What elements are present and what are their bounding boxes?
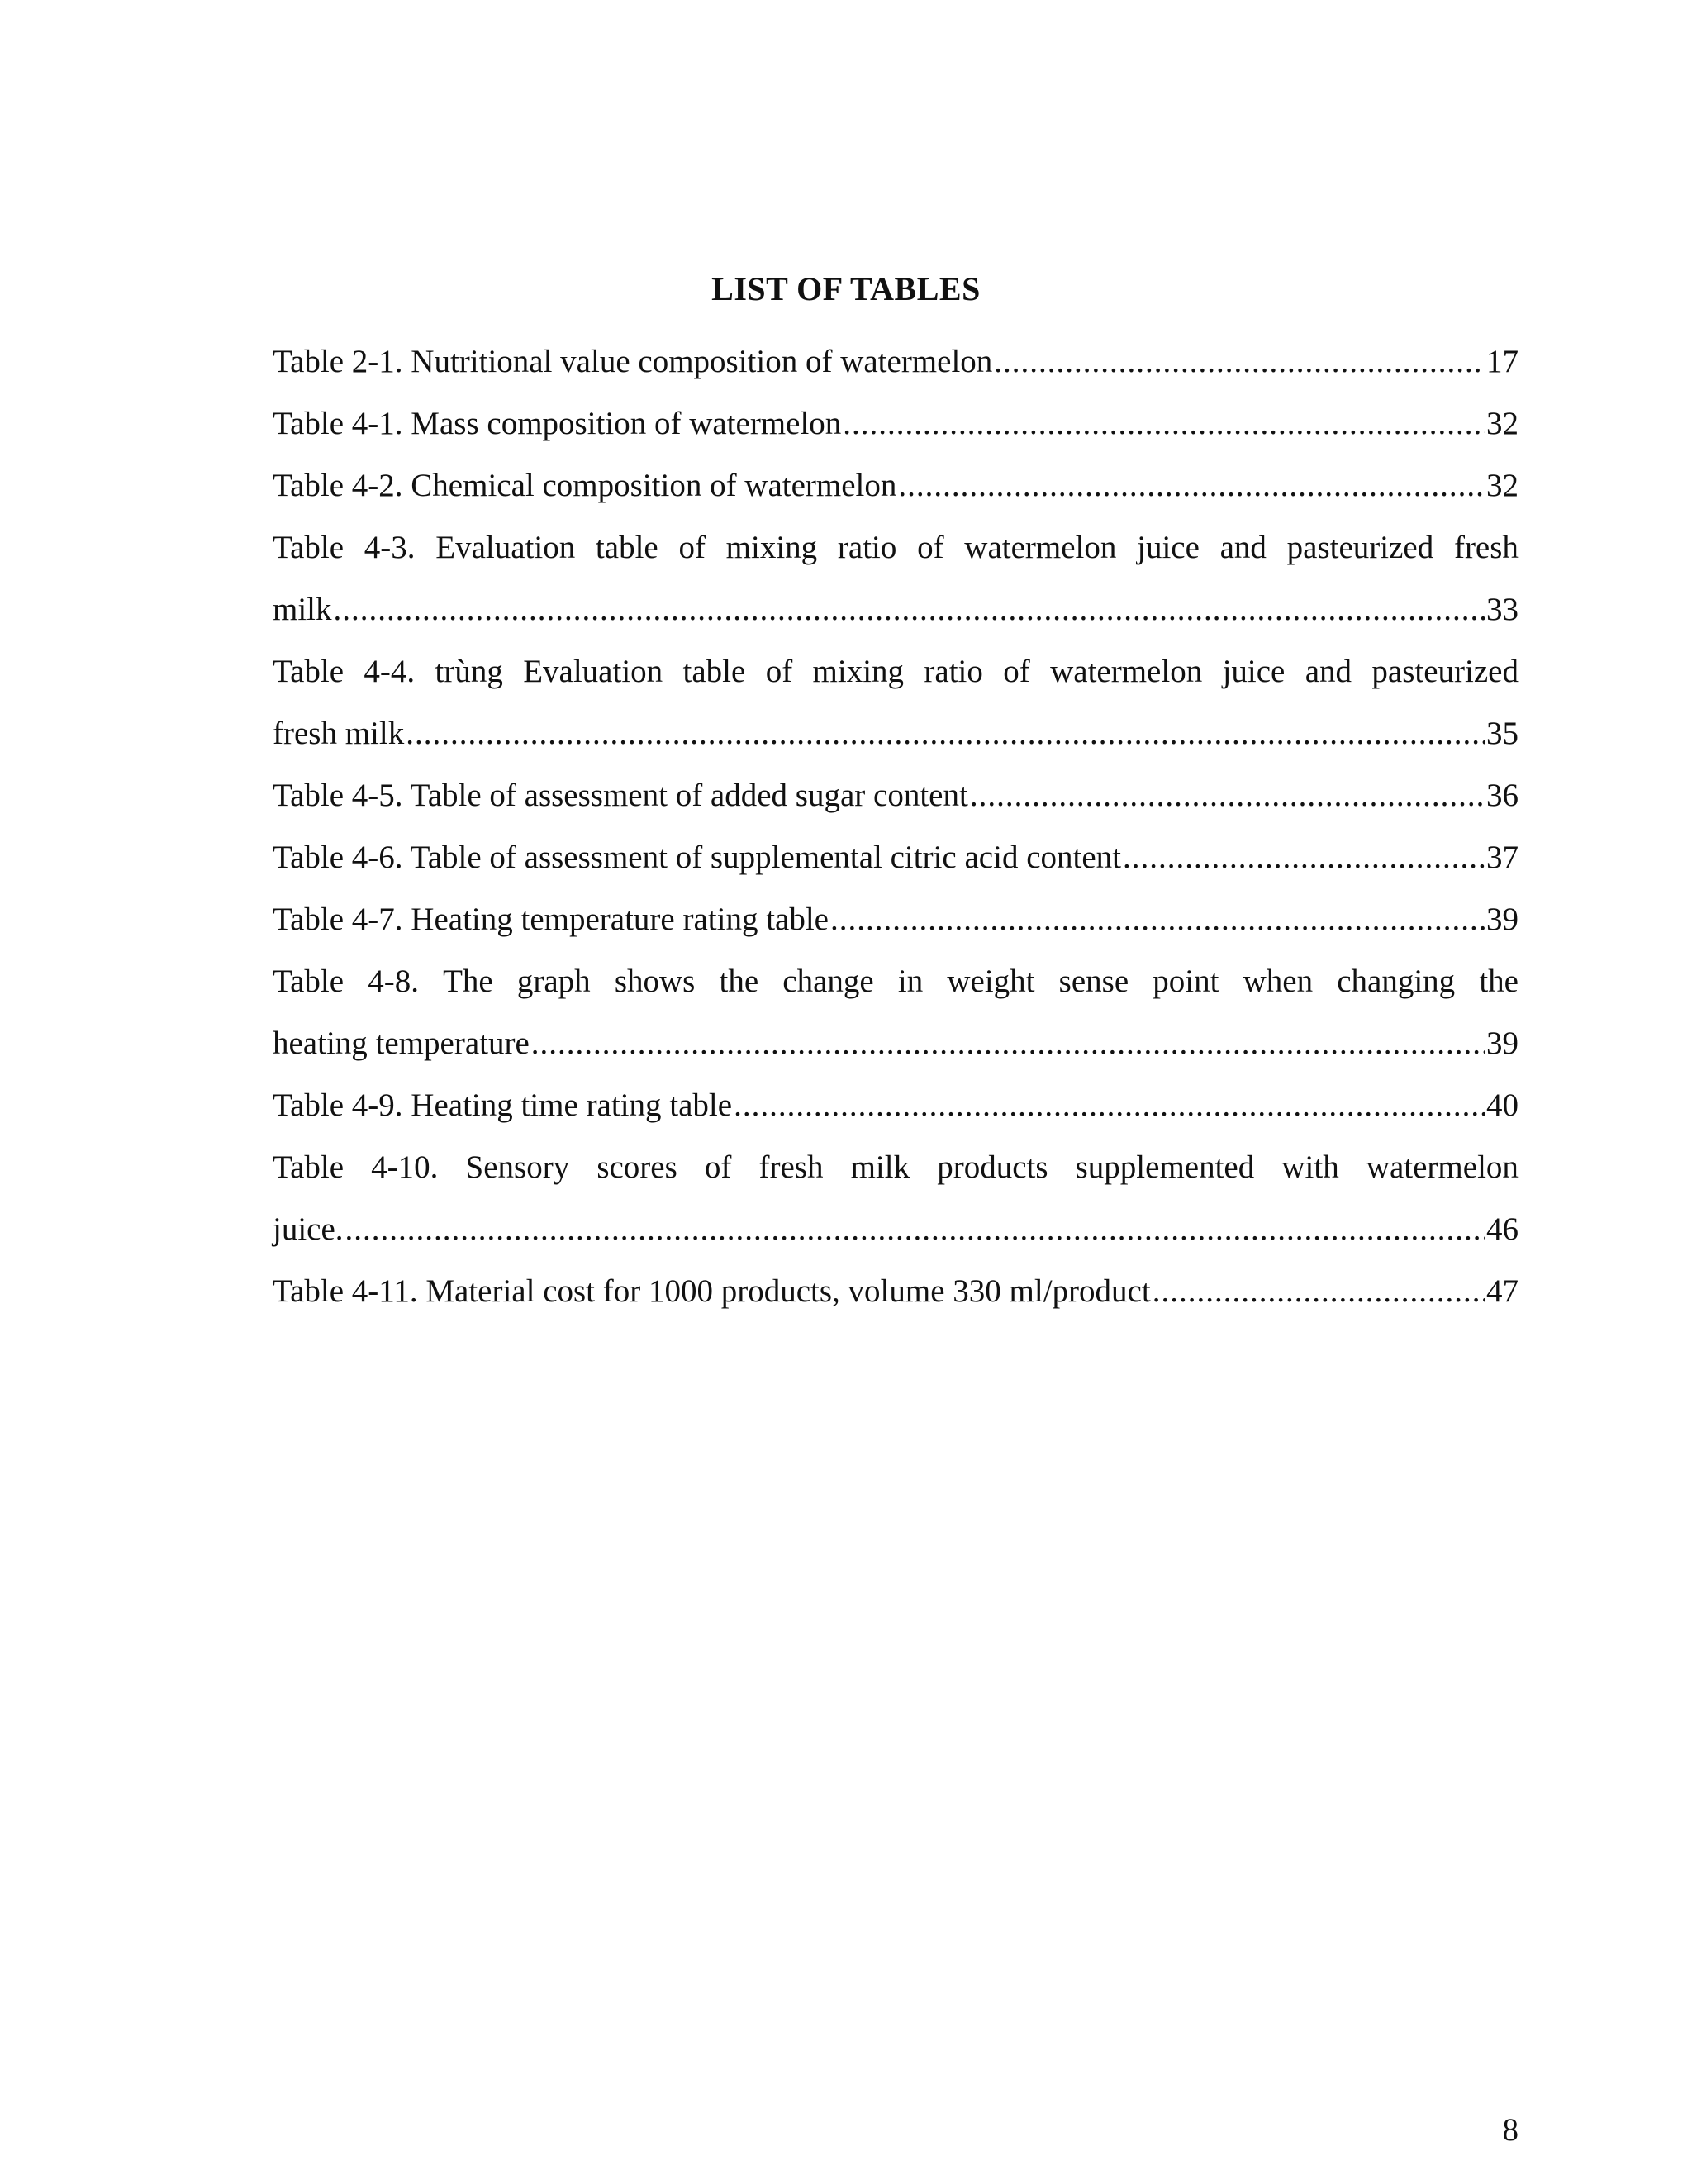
toc-page-number: 32: [1486, 468, 1519, 503]
dot-leader: [531, 1012, 1485, 1074]
toc-entry[interactable]: [273, 1074, 1519, 1136]
dot-leader: [898, 454, 1485, 516]
toc-entry-text: Table 4-6. Table of assessment of supplemental citric acid content: [273, 840, 1121, 875]
dot-leader: [1153, 1260, 1485, 1322]
toc-word: 4-8.: [368, 964, 419, 999]
toc-entry[interactable]: [273, 826, 1519, 888]
toc-word: milk: [850, 1149, 910, 1185]
toc-word: in: [897, 964, 924, 999]
toc-word: of: [704, 1149, 732, 1185]
toc-entry[interactable]: [273, 1136, 1519, 1260]
toc-word: weight: [947, 964, 1035, 999]
toc-page-number: 47: [1486, 1273, 1519, 1309]
toc-page-number: 39: [1486, 902, 1519, 937]
toc-word: Table: [273, 654, 345, 689]
toc-word: 4-3.: [364, 530, 416, 565]
toc-word: table: [595, 530, 658, 565]
toc-word: of: [678, 530, 706, 565]
toc-word: Table: [273, 530, 345, 565]
toc-word: Evaluation: [523, 654, 663, 689]
toc-word: pasteurized: [1371, 654, 1519, 689]
toc-word: Table: [273, 964, 345, 999]
toc-word: ratio: [924, 654, 983, 689]
dot-leader: [1123, 826, 1485, 888]
toc-word: the: [1479, 964, 1519, 999]
dot-leader: [994, 331, 1485, 393]
toc-word: the: [719, 964, 759, 999]
toc-word: and: [1219, 530, 1267, 565]
toc-entry-text: juice.: [273, 1211, 344, 1247]
toc-entry-text: Table 4-5. Table of assessment of added sugar content: [273, 778, 968, 813]
toc-word: ratio: [837, 530, 897, 565]
toc-word: Table: [273, 1149, 345, 1185]
toc-word: mixing: [725, 530, 818, 565]
toc-entry[interactable]: [273, 393, 1519, 454]
toc-word: point: [1153, 964, 1219, 999]
toc-word: scores: [596, 1149, 677, 1185]
toc-word: changing: [1337, 964, 1456, 999]
toc-entry-text: Table 4-7. Heating temperature rating table: [273, 902, 829, 937]
dot-leader: [334, 578, 1485, 640]
dot-leader: [406, 702, 1485, 764]
toc-entry[interactable]: [273, 516, 1519, 640]
toc-word: trùng: [435, 654, 503, 689]
toc-word: when: [1243, 964, 1314, 999]
toc-entry-text: heating temperature: [273, 1025, 530, 1061]
toc-word: 4-10.: [371, 1149, 439, 1185]
toc-page-number: 37: [1486, 840, 1519, 875]
toc-word: watermelon: [1366, 1149, 1519, 1185]
toc-entry[interactable]: [273, 640, 1519, 764]
toc-entry[interactable]: [273, 764, 1519, 826]
toc-entry[interactable]: [273, 454, 1519, 516]
toc-entry[interactable]: [273, 331, 1519, 393]
toc-word: change: [782, 964, 874, 999]
toc-page-number: 35: [1486, 716, 1519, 751]
dot-leader: [345, 1198, 1485, 1260]
page-number: 8: [1502, 2112, 1519, 2148]
toc-word: watermelon: [964, 530, 1117, 565]
toc-word: watermelon: [1050, 654, 1203, 689]
toc-word: shows: [614, 964, 696, 999]
toc-word: pasteurized: [1286, 530, 1434, 565]
toc-word: Evaluation: [435, 530, 576, 565]
toc-page-number: 17: [1486, 344, 1519, 379]
toc-entry[interactable]: [273, 950, 1519, 1074]
toc-entry-text: Table 4-1. Mass composition of watermelon: [273, 406, 842, 441]
toc-word: fresh: [1453, 530, 1519, 565]
toc-page-number: 33: [1486, 592, 1519, 627]
toc-word: supplemented: [1075, 1149, 1255, 1185]
toc-word: table: [682, 654, 746, 689]
toc-page-number: 32: [1486, 406, 1519, 441]
table-of-contents-list: [273, 331, 1519, 1322]
toc-word: 4-4.: [364, 654, 416, 689]
toc-entry-text: Table 4-2. Chemical composition of watermelon: [273, 468, 897, 503]
toc-word: juice: [1222, 654, 1286, 689]
toc-page-number: 39: [1486, 1025, 1519, 1061]
toc-word: products: [937, 1149, 1048, 1185]
toc-entry-text: Table 4-9. Heating time rating table: [273, 1087, 733, 1123]
toc-word: mixing: [812, 654, 905, 689]
dot-leader: [830, 888, 1485, 950]
toc-word: fresh: [758, 1149, 824, 1185]
toc-entry-text: milk: [273, 592, 332, 627]
dot-leader: [970, 764, 1485, 826]
toc-page-number: 36: [1486, 778, 1519, 813]
toc-word: The: [443, 964, 493, 999]
toc-word: Sensory: [465, 1149, 570, 1185]
toc-word: graph: [516, 964, 591, 999]
toc-word: and: [1305, 654, 1352, 689]
toc-word: of: [1003, 654, 1030, 689]
toc-entry-text: Table 2-1. Nutritional value composition of watermelon: [273, 344, 993, 379]
toc-word: sense: [1058, 964, 1129, 999]
toc-word: with: [1281, 1149, 1339, 1185]
page-title: LIST OF TABLES: [711, 270, 981, 307]
toc-entry-text: fresh milk: [273, 716, 405, 751]
dot-leader: [734, 1074, 1485, 1136]
dot-leader: [843, 393, 1485, 454]
toc-word: of: [917, 530, 944, 565]
toc-page-number: 40: [1486, 1087, 1519, 1123]
toc-entry-text: Table 4-11. Material cost for 1000 products, volume 330 ml/product: [273, 1273, 1151, 1309]
toc-page-number: 46: [1486, 1211, 1519, 1247]
toc-entry[interactable]: [273, 1260, 1519, 1322]
toc-word: juice: [1137, 530, 1200, 565]
toc-word: of: [765, 654, 793, 689]
toc-entry[interactable]: [273, 888, 1519, 950]
